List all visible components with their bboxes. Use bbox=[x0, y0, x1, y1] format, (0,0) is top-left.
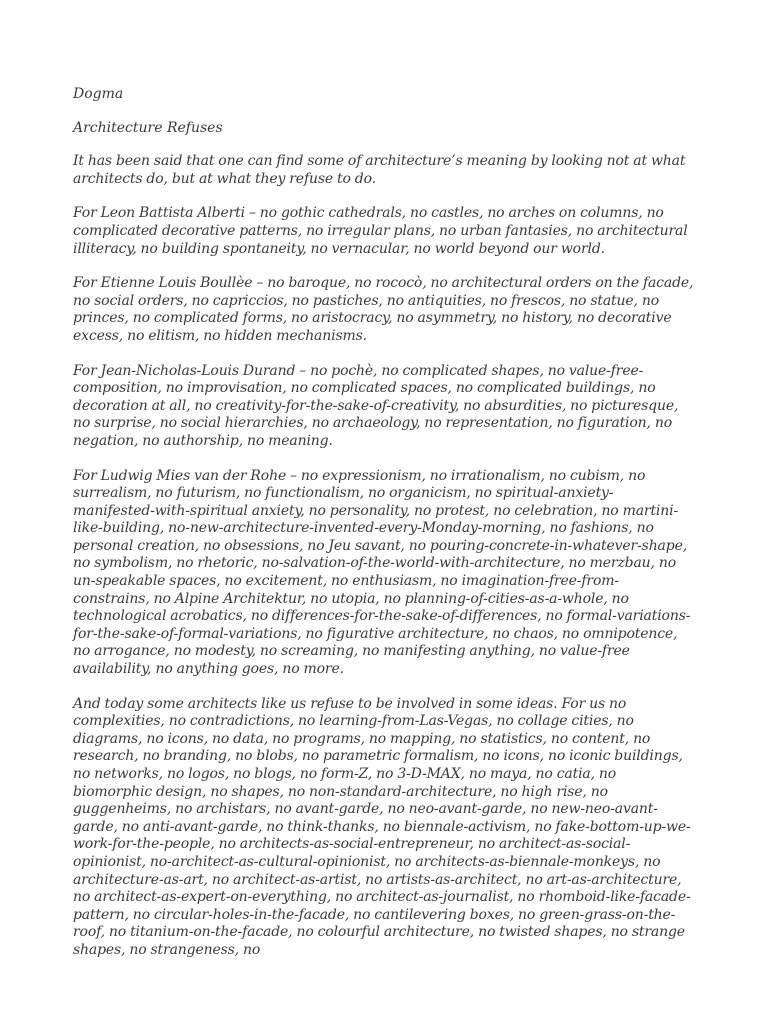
document-subtitle: Architecture Refuses bbox=[73, 119, 223, 136]
paragraph-alberti: For Leon Battista Alberti – no gothic cathedrals, no castles, no arches on columns, no complicated decorative patterns, no irregular plans, no urban fantasies, no architectural illiteracy, no building spontaneity, no vernacular, no world beyond our world. bbox=[73, 205, 688, 257]
paragraph-mies: For Ludwig Mies van der Rohe – no expressionism, no irrationalism, no cubism, no surrealism, no futurism, no functionalism, no organicism, no spiritual-anxiety-manifested-with-spiritual anxiety, no personality, no protest, no celebration, no martini-like-building, no-new-architecture-invented-every-Monday-morning, no fashions, no personal creation, no obsessions, no Jeu savant, no pouring-concrete-in-whatever-shape, no symbolism, no rhetoric, no-salvation-of-the-world-with-architecture, no merzbau, no un-speakable spaces, no excitement, no enthusiasm, no imagination-free-from-constrains, no Alpine Architektur, no utopia, no planning-of-cities-as-a-whole, no technological acrobatics, no differences-for-the-sake-of-differences, no formal-variations-for-the-sake-of-formal-variations, no figurative architecture, no chaos, no omnipotence, no arrogance, no modesty, no screaming, no manifesting anything, no value-free availability, no anything goes, no more. bbox=[73, 467, 691, 678]
paragraph-today: And today some architects like us refuse to be involved in some ideas. For us no complexities, no contradictions, no learning-from-Las-Vegas, no collage cities, no diagrams, no icons, no data, no programs, no mapping, no statistics, no content, no research, no branding, no blobs, no parametric formalism, no icons, no iconic buildings, no networks, no logos, no blogs, no form-Z, no 3-D-MAX, no maya, no catia, no biomorphic design, no shapes, no non-standard-architecture, no high rise, no guggenheims, no archistars, no avant-garde, no neo-avant-garde, no new-neo-avant-garde, no anti-avant-garde, no think-thanks, no biennale-activism, no fake-bottom-up-we-work-for-the-people, no architects-as-social-entrepreneur, no architect-as-social-opinionist, no-architect-as-cultural-opinionist, no architects-as-biennale-monkeys, no architecture-as-art, no architect-as-artist, no artists-as-architect, no art-as-architecture, no architect-as-expert-on-everything, no architect-as-journalist, no rhomboid-like-facade-pattern, no circular-holes-in-the-facade, no cantilevering boxes, no green-grass-on-the-roof, no titanium-on-the-facade, no colourful architecture, no twisted shapes, no strange shapes, no strangeness, no bbox=[73, 695, 691, 958]
paragraph-boullee: For Etienne Louis Boullèe – no baroque, no rococò, no architectural orders on the facade, no social orders, no capriccios, no pastiches, no antiquities, no frescos, no statue, no princes, no complicated forms, no aristocracy, no asymmetry, no history, no decorative excess, no elitism, no hidden mechanisms. bbox=[73, 275, 694, 344]
document-title: Dogma bbox=[73, 86, 124, 102]
paragraph-durand: For Jean-Nicholas-Louis Durand – no pochè, no complicated shapes, no value-free-composition, no improvisation, no complicated spaces, no complicated buildings, no decoration at all, no creativity-for-the-sake-of-creativity, no absurdities, no picturesque, no surprise, no social hierarchies, no archaeology, no representation, no figuration, no negation, no authorship, no meaning. bbox=[73, 362, 679, 449]
document-page bbox=[73, 86, 695, 960]
paragraph-intro: It has been said that one can find some of architecture’s meaning by looking not at what architects do, but at what they refuse to do. bbox=[73, 153, 686, 187]
